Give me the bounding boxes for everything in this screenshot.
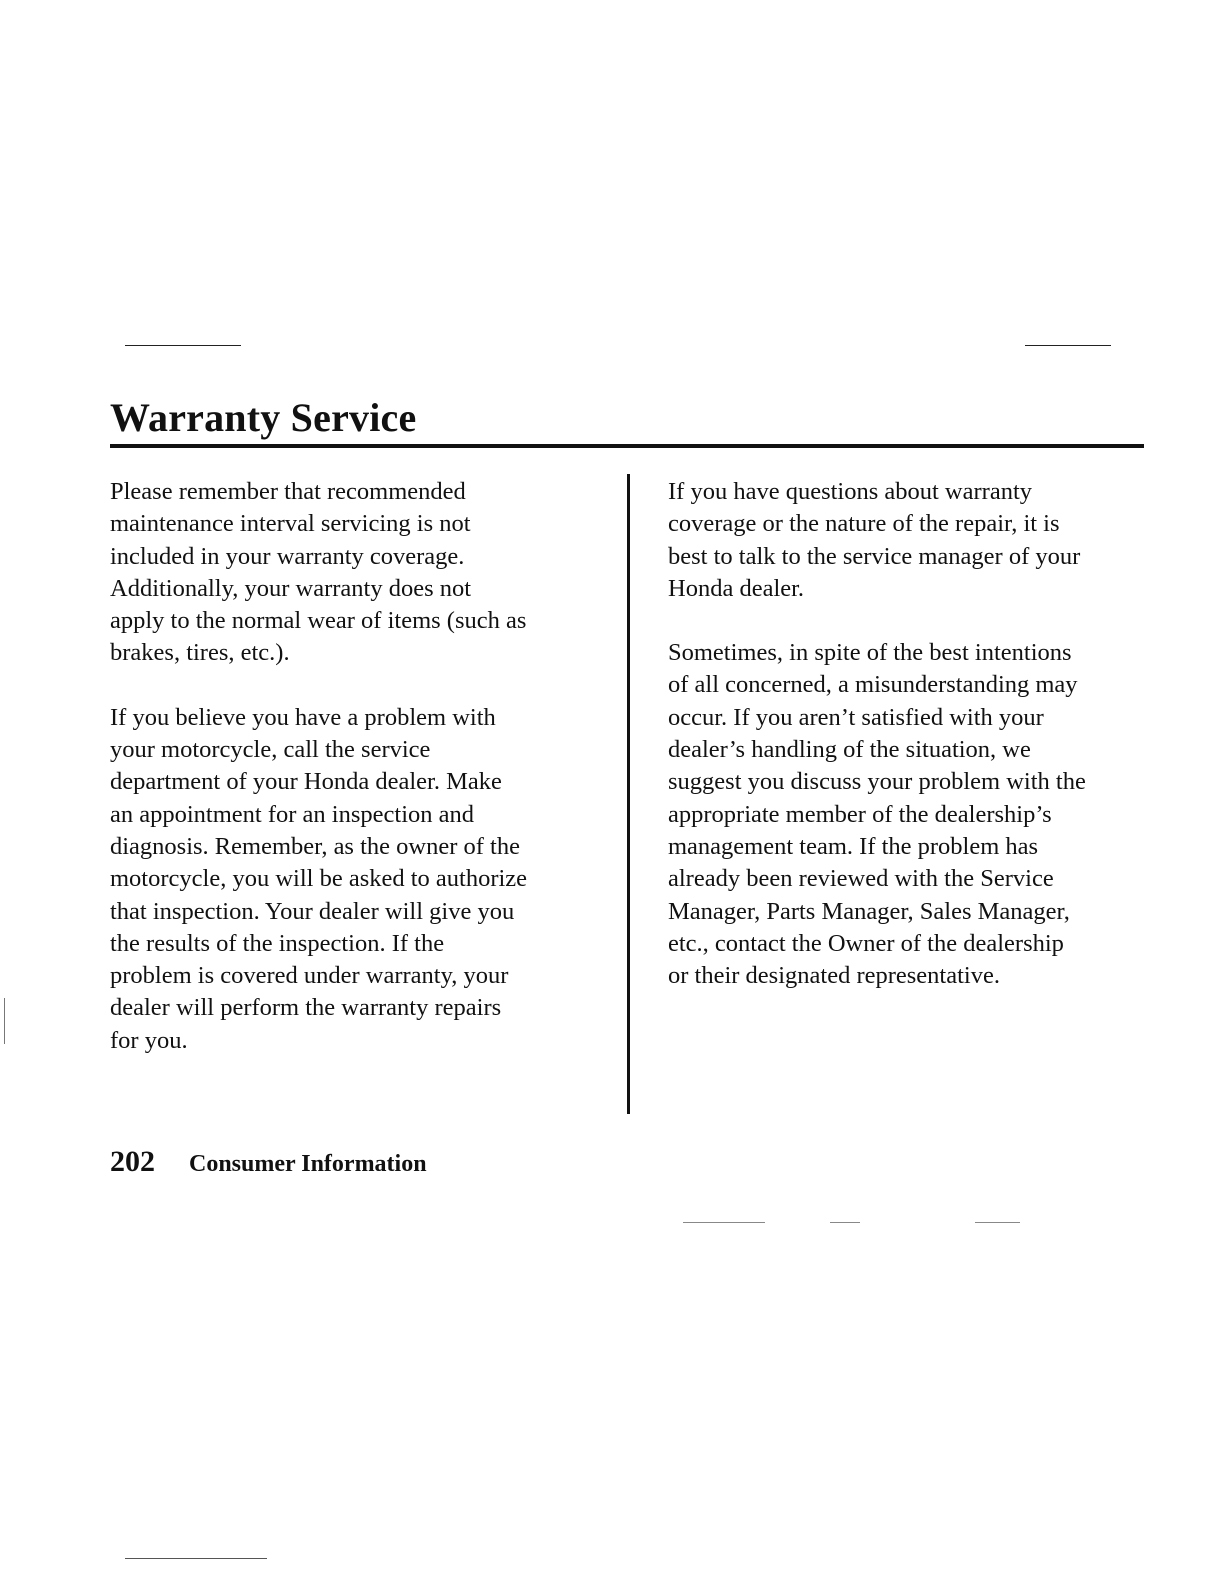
left-paragraph-problem: If you believe you have a problem with your motorcycle, call the service department of your Honda dealer. Make an appointment for an inspection and diagnosis. Remember, as the owner of the motorcycle, you will be asked to authorize that inspection. Your dealer will give you the results of the inspection. If the problem is covered under warranty, your dealer will perform the warranty repairs for you.: [110, 703, 528, 1054]
left-column: [110, 476, 600, 1057]
column-divider: [627, 474, 630, 1114]
bottom-rule-2: [830, 1222, 860, 1223]
left-paragraph-maintenance: Please remember that recommended maintenance interval servicing is not included in your warranty coverage. Additionally, your warranty does not apply to the normal wear of items (such as brakes, tires, etc.).: [110, 478, 527, 667]
section-name: Consumer Information: [189, 1151, 427, 1177]
right-column: [668, 476, 1158, 992]
bottom-rule-3: [975, 1222, 1020, 1223]
right-paragraph-misunderstanding: Sometimes, in spite of the best intentions of all concerned, a misunderstanding may occur. If you aren’t satisfied with your dealer’s handling of the situation, we suggest you discuss your problem with the appropriate member of the dealership’s management team. If the problem has already been reviewed with the Service Manager, Parts Manager, Sales Manager, etc., contact the Owner of the dealership or their designated representative.: [668, 639, 1086, 990]
title-underline: [110, 444, 1144, 448]
bottom-rule-1: [683, 1222, 765, 1223]
page-title: Warranty Service: [110, 395, 417, 440]
top-left-rule: [125, 345, 241, 346]
page-footer: [110, 1145, 427, 1179]
scan-artifact-mark: [4, 998, 5, 1044]
page-number: 202: [110, 1145, 155, 1178]
page-bottom-rule: [125, 1558, 267, 1559]
top-right-rule: [1025, 345, 1111, 346]
right-paragraph-questions: If you have questions about warranty coverage or the nature of the repair, it is best to talk to the service manager of your Honda dealer.: [668, 478, 1081, 602]
